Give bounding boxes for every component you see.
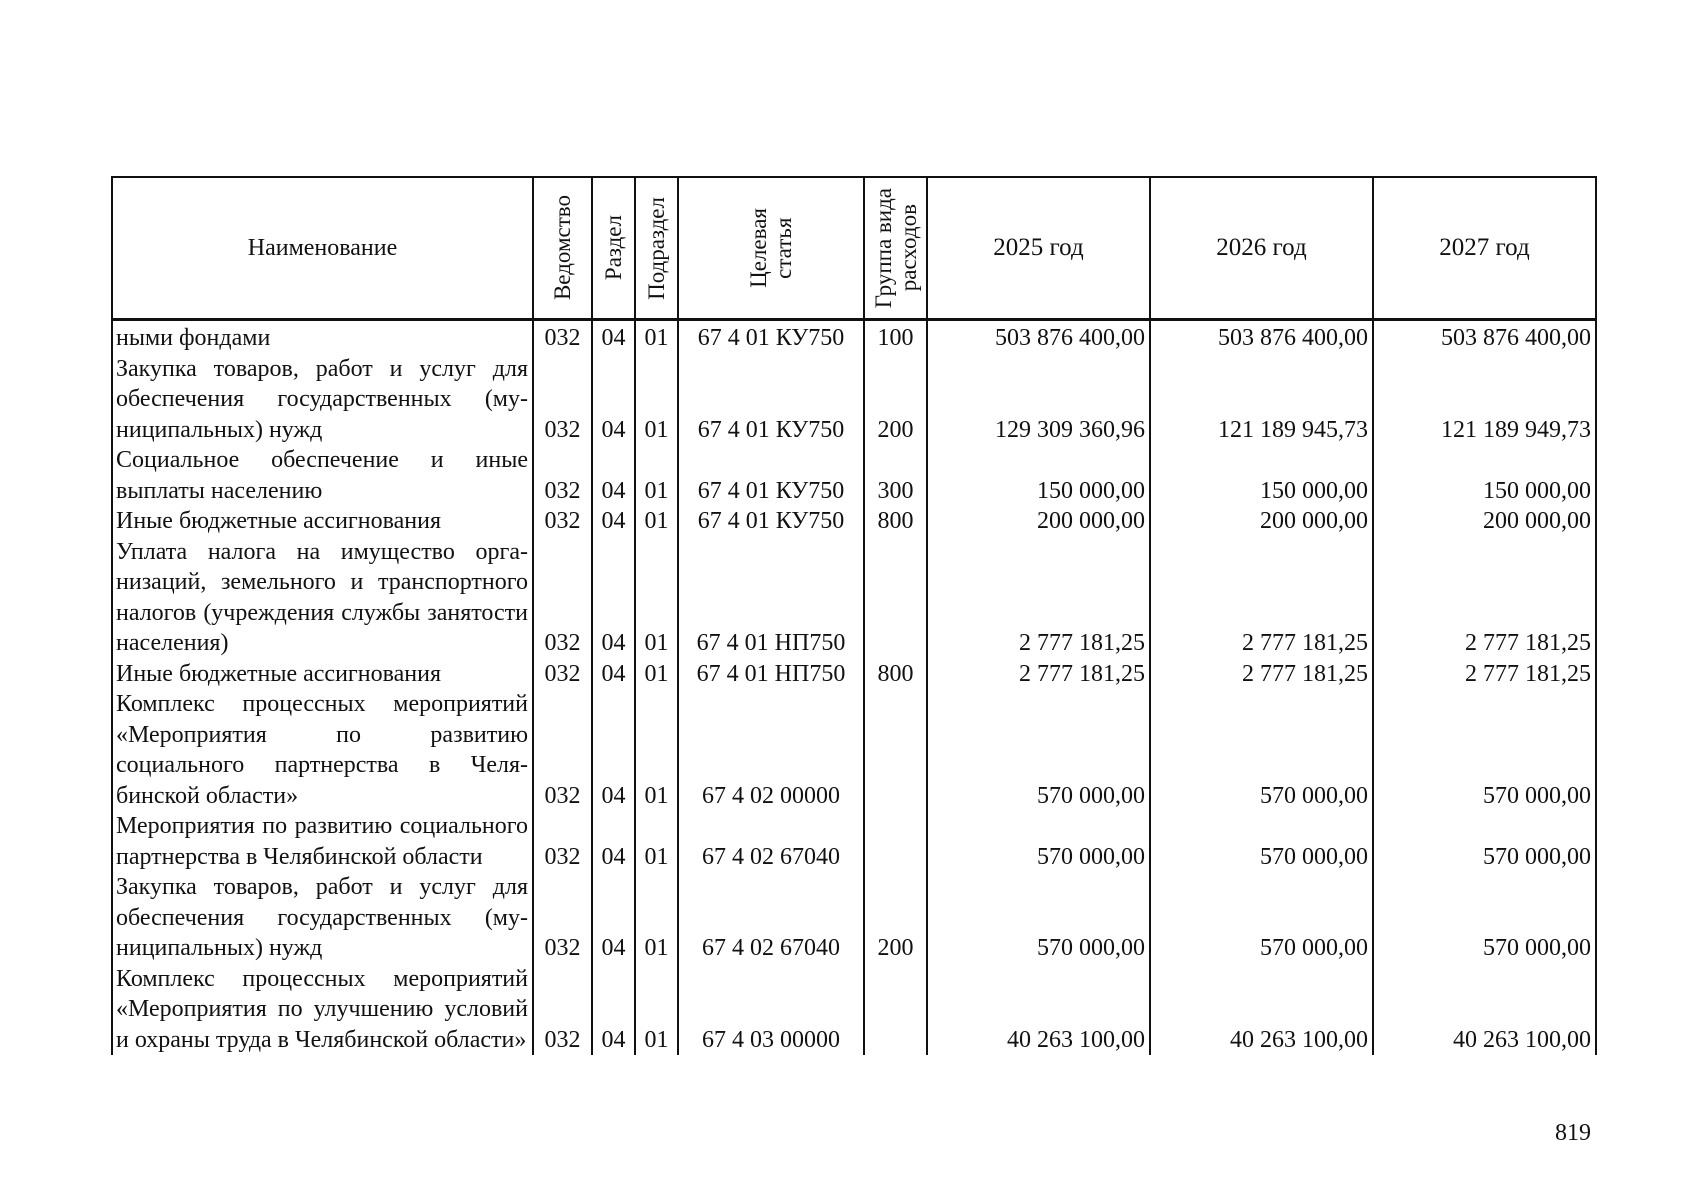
cell-expense-group xyxy=(864,689,927,811)
cell-amount-2025: 150 000,00 xyxy=(927,445,1150,506)
cell-section: 04 xyxy=(592,872,635,964)
cell-name: Комплекс процессных мероприятий «Мероприятия по развитию социального партнерства в Челябинской области» xyxy=(112,689,533,811)
page-number: 819 xyxy=(1555,1120,1591,1146)
header-expense-group: Группа вида расходов xyxy=(864,177,927,320)
cell-subsection: 01 xyxy=(635,872,678,964)
header-department: Ведомство xyxy=(533,177,592,320)
cell-section: 04 xyxy=(592,811,635,872)
cell-amount-2027: 570 000,00 xyxy=(1373,689,1596,811)
table-row xyxy=(112,506,1596,537)
cell-amount-2027: 570 000,00 xyxy=(1373,872,1596,964)
table-row xyxy=(112,354,1596,446)
cell-subsection: 01 xyxy=(635,506,678,537)
cell-amount-2026: 570 000,00 xyxy=(1150,689,1373,811)
header-target-article: Целевая статья xyxy=(678,177,864,320)
header-subsection: Подраздел xyxy=(635,177,678,320)
cell-target-article: 67 4 02 00000 xyxy=(678,689,864,811)
table-row xyxy=(112,872,1596,964)
cell-expense-group xyxy=(864,964,927,1056)
cell-department: 032 xyxy=(533,811,592,872)
cell-expense-group: 800 xyxy=(864,506,927,537)
cell-target-article: 67 4 01 КУ750 xyxy=(678,445,864,506)
cell-section: 04 xyxy=(592,445,635,506)
cell-amount-2025: 570 000,00 xyxy=(927,689,1150,811)
table-row xyxy=(112,445,1596,506)
cell-amount-2026: 121 189 945,73 xyxy=(1150,354,1373,446)
cell-section: 04 xyxy=(592,354,635,446)
cell-department: 032 xyxy=(533,320,592,354)
cell-target-article: 67 4 03 00000 xyxy=(678,964,864,1056)
cell-amount-2026: 2 777 181,25 xyxy=(1150,537,1373,659)
cell-amount-2027: 150 000,00 xyxy=(1373,445,1596,506)
cell-target-article: 67 4 01 КУ750 xyxy=(678,320,864,354)
cell-amount-2026: 503 876 400,00 xyxy=(1150,320,1373,354)
budget-table xyxy=(111,176,1597,1055)
cell-name: Комплекс процессных мероприятий «Мероприятия по улучшению условий и охраны труда в Челябинской области» xyxy=(112,964,533,1056)
table-header xyxy=(112,177,1596,320)
header-year-2025: 2025 год xyxy=(927,177,1150,320)
cell-department: 032 xyxy=(533,689,592,811)
cell-expense-group: 800 xyxy=(864,659,927,690)
cell-expense-group: 200 xyxy=(864,872,927,964)
table-row xyxy=(112,811,1596,872)
cell-amount-2027: 40 263 100,00 xyxy=(1373,964,1596,1056)
table-row xyxy=(112,537,1596,659)
cell-section: 04 xyxy=(592,537,635,659)
cell-target-article: 67 4 01 НП750 xyxy=(678,659,864,690)
cell-subsection: 01 xyxy=(635,659,678,690)
cell-amount-2025: 2 777 181,25 xyxy=(927,537,1150,659)
cell-amount-2027: 503 876 400,00 xyxy=(1373,320,1596,354)
cell-target-article: 67 4 02 67040 xyxy=(678,811,864,872)
cell-section: 04 xyxy=(592,964,635,1056)
cell-department: 032 xyxy=(533,537,592,659)
cell-amount-2025: 200 000,00 xyxy=(927,506,1150,537)
cell-name: Уплата налога на имущество организаций, земельного и транспортного налогов (учреждения службы занятости населения) xyxy=(112,537,533,659)
cell-subsection: 01 xyxy=(635,689,678,811)
cell-name: Иные бюджетные ассигнования xyxy=(112,506,533,537)
cell-subsection: 01 xyxy=(635,964,678,1056)
cell-expense-group: 100 xyxy=(864,320,927,354)
cell-amount-2025: 570 000,00 xyxy=(927,872,1150,964)
cell-subsection: 01 xyxy=(635,320,678,354)
cell-amount-2025: 570 000,00 xyxy=(927,811,1150,872)
cell-amount-2027: 121 189 949,73 xyxy=(1373,354,1596,446)
cell-department: 032 xyxy=(533,872,592,964)
cell-name: Мероприятия по развитию социального партнерства в Челябинской области xyxy=(112,811,533,872)
cell-expense-group xyxy=(864,537,927,659)
table-row xyxy=(112,689,1596,811)
cell-amount-2025: 40 263 100,00 xyxy=(927,964,1150,1056)
cell-section: 04 xyxy=(592,320,635,354)
cell-subsection: 01 xyxy=(635,445,678,506)
cell-section: 04 xyxy=(592,506,635,537)
cell-amount-2025: 129 309 360,96 xyxy=(927,354,1150,446)
cell-target-article: 67 4 02 67040 xyxy=(678,872,864,964)
cell-amount-2026: 200 000,00 xyxy=(1150,506,1373,537)
table-row xyxy=(112,964,1596,1056)
cell-department: 032 xyxy=(533,354,592,446)
cell-amount-2026: 150 000,00 xyxy=(1150,445,1373,506)
cell-subsection: 01 xyxy=(635,537,678,659)
header-year-2026: 2026 год xyxy=(1150,177,1373,320)
cell-amount-2026: 2 777 181,25 xyxy=(1150,659,1373,690)
cell-section: 04 xyxy=(592,689,635,811)
cell-amount-2026: 40 263 100,00 xyxy=(1150,964,1373,1056)
cell-subsection: 01 xyxy=(635,811,678,872)
cell-name: Закупка товаров, работ и услуг для обеспечения государственных (муниципальных) нужд xyxy=(112,354,533,446)
cell-subsection: 01 xyxy=(635,354,678,446)
cell-expense-group: 300 xyxy=(864,445,927,506)
cell-department: 032 xyxy=(533,659,592,690)
cell-target-article: 67 4 01 КУ750 xyxy=(678,506,864,537)
cell-target-article: 67 4 01 КУ750 xyxy=(678,354,864,446)
table-row xyxy=(112,320,1596,354)
cell-amount-2027: 2 777 181,25 xyxy=(1373,659,1596,690)
cell-section: 04 xyxy=(592,659,635,690)
cell-department: 032 xyxy=(533,445,592,506)
cell-amount-2025: 503 876 400,00 xyxy=(927,320,1150,354)
cell-name: Иные бюджетные ассигнования xyxy=(112,659,533,690)
table-row xyxy=(112,659,1596,690)
table-body xyxy=(112,320,1596,1056)
cell-amount-2025: 2 777 181,25 xyxy=(927,659,1150,690)
cell-department: 032 xyxy=(533,506,592,537)
cell-name: ными фондами xyxy=(112,320,533,354)
cell-target-article: 67 4 01 НП750 xyxy=(678,537,864,659)
header-section: Раздел xyxy=(592,177,635,320)
cell-name: Закупка товаров, работ и услуг для обеспечения государственных (муниципальных) нужд xyxy=(112,872,533,964)
cell-amount-2027: 570 000,00 xyxy=(1373,811,1596,872)
cell-expense-group xyxy=(864,811,927,872)
cell-expense-group: 200 xyxy=(864,354,927,446)
cell-amount-2026: 570 000,00 xyxy=(1150,872,1373,964)
cell-amount-2026: 570 000,00 xyxy=(1150,811,1373,872)
header-name: Наименование xyxy=(112,177,533,320)
cell-department: 032 xyxy=(533,964,592,1056)
cell-name: Социальное обеспечение и иные выплаты населению xyxy=(112,445,533,506)
cell-amount-2027: 2 777 181,25 xyxy=(1373,537,1596,659)
header-year-2027: 2027 год xyxy=(1373,177,1596,320)
cell-amount-2027: 200 000,00 xyxy=(1373,506,1596,537)
